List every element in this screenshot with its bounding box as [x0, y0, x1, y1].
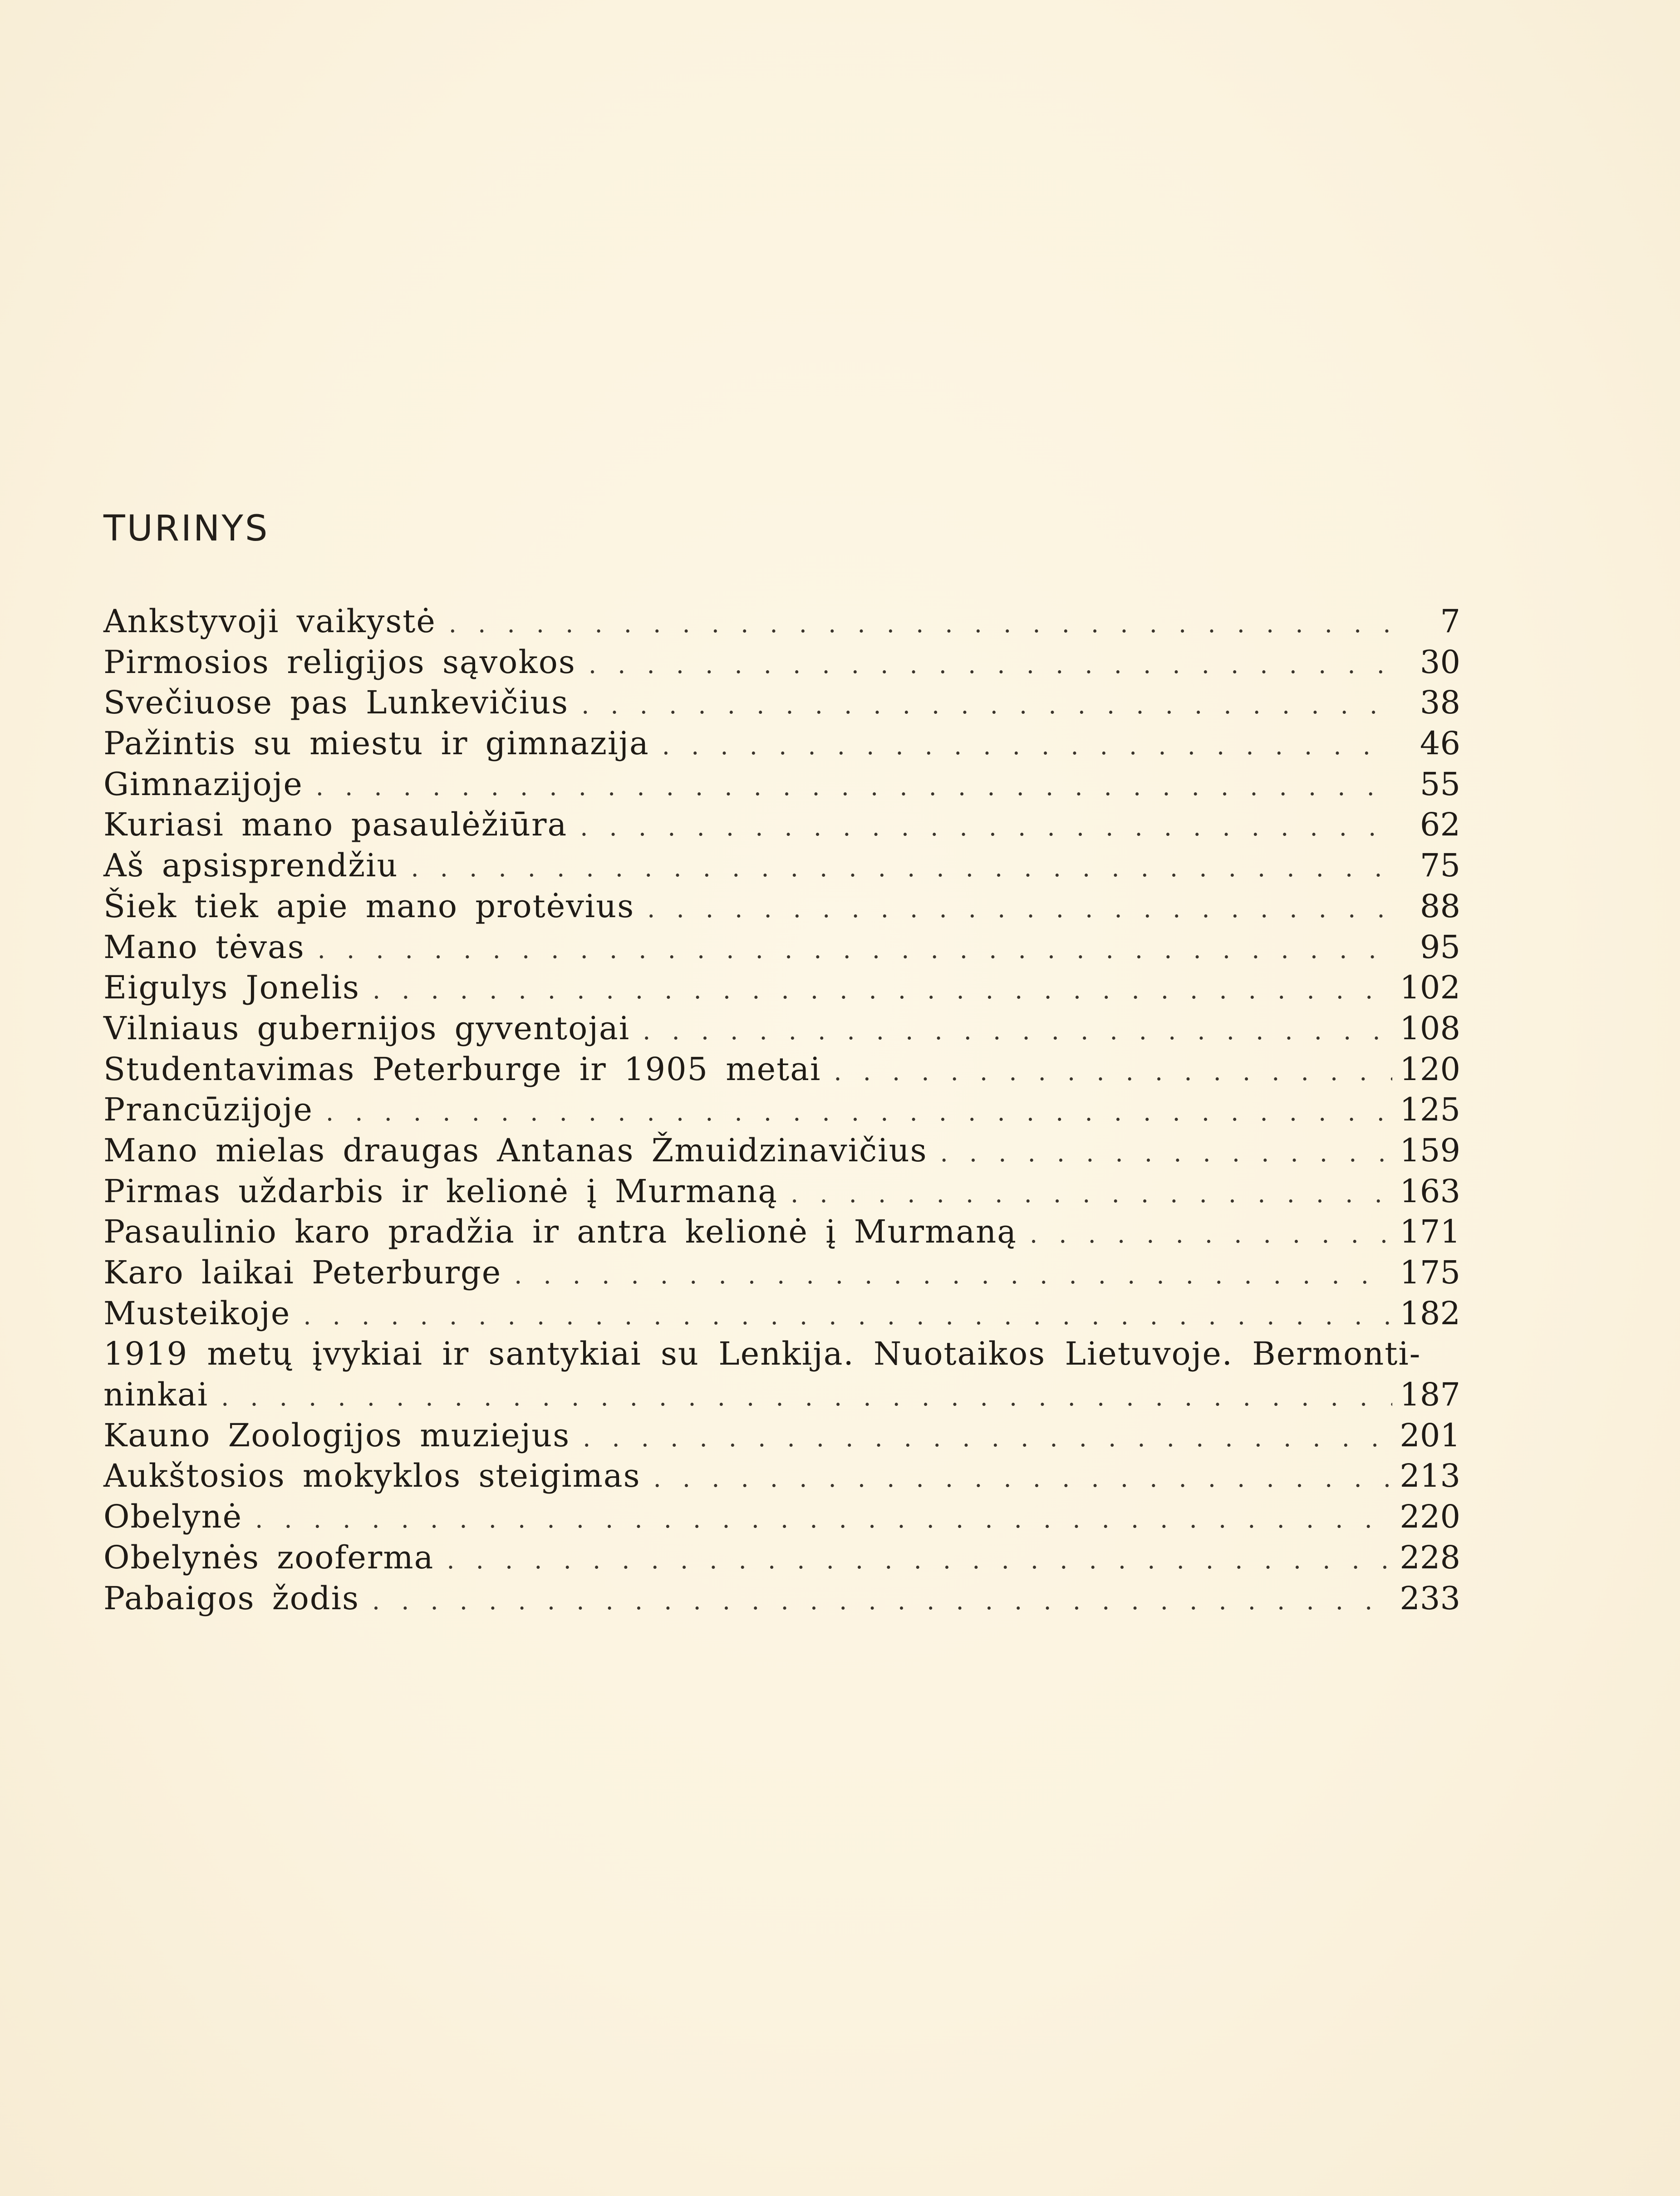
toc-entry-page: 62: [1420, 806, 1460, 844]
toc-entry-page: 233: [1400, 1579, 1460, 1617]
dot-leader: [589, 644, 1392, 685]
toc-entry-label: Pirmas uždarbis ir kelionė į Murmaną: [103, 1172, 778, 1210]
toc-entry: [103, 642, 1460, 683]
toc-entry: [103, 1497, 1460, 1538]
toc-entry: [103, 1456, 1460, 1497]
dot-leader: [316, 766, 1392, 807]
dot-leader: [580, 807, 1392, 848]
toc-entry-page: 75: [1420, 847, 1460, 884]
toc-entry-page: 88: [1420, 887, 1460, 925]
toc-entry: [103, 1212, 1460, 1253]
toc-entry-label: Obelynė: [103, 1498, 243, 1536]
dot-leader: [514, 1255, 1392, 1296]
toc-entry-label: Gimnazijoje: [103, 765, 303, 803]
toc-entry-label: Studentavimas Peterburge ir 1905 metai: [103, 1050, 821, 1088]
toc-entry: [103, 601, 1460, 642]
toc-entry-label: Mano mielas draugas Antanas Žmuidzinavičius: [103, 1131, 928, 1169]
dot-leader: [643, 1011, 1392, 1051]
dot-leader: [647, 889, 1392, 929]
dot-leader: [662, 726, 1392, 766]
toc-entry-label: Vilniaus gubernijos gyventojai: [103, 1009, 630, 1047]
dot-leader: [653, 1458, 1392, 1499]
toc-entry-page: 7: [1440, 603, 1460, 640]
toc-entry-page: 102: [1400, 969, 1460, 1007]
toc-entry-label: Mano tėvas: [103, 928, 305, 966]
toc-entry-label: Pažintis su miestu ir gimnazija: [103, 725, 649, 762]
toc-entry: [103, 1578, 1460, 1619]
dot-leader: [255, 1499, 1392, 1540]
toc-entry-page: 163: [1400, 1172, 1460, 1210]
toc-entry-label: Kuriasi mano pasaulėžiūra: [103, 806, 568, 844]
toc-entry: [103, 1090, 1460, 1130]
toc-entry-label: Aš apsisprendžiu: [103, 847, 398, 884]
dot-leader: [411, 848, 1392, 889]
toc-entry-label: Prancūzijoje: [103, 1091, 313, 1129]
toc-entry: [103, 968, 1460, 1008]
toc-entry: [103, 1538, 1460, 1578]
toc-entry-page: 220: [1400, 1498, 1460, 1536]
toc-entry-label: Aukštosios mokyklos steigimas: [103, 1457, 641, 1495]
dot-leader: [373, 970, 1392, 1011]
toc-entry: [103, 1253, 1460, 1293]
toc-entry-label: Obelynės zooferma: [103, 1538, 434, 1576]
dot-leader: [449, 604, 1392, 644]
dot-leader: [581, 685, 1392, 726]
toc-entry-page: 108: [1400, 1009, 1460, 1047]
dot-leader: [940, 1133, 1392, 1174]
toc-entry-page: 120: [1400, 1050, 1460, 1088]
toc-entry-label-line1: 1919 metų įvykiai ir santykiai su Lenkija. Nuotaikos Lietuvoje. Bermonti-: [103, 1335, 1421, 1373]
toc-entry: [103, 723, 1460, 764]
toc-entry-page: 182: [1400, 1294, 1460, 1332]
toc-entry-label: Svečiuose pas Lunkevičius: [103, 684, 569, 722]
toc-entry-label: Kauno Zoologijos muziejus: [103, 1416, 570, 1454]
toc-entry: [103, 845, 1460, 886]
table-of-contents: [103, 601, 1460, 1619]
toc-entry-label: Eigulys Jonelis: [103, 969, 360, 1007]
toc-entry: [103, 886, 1460, 927]
toc-entry: [103, 764, 1460, 805]
dot-leader: [1030, 1214, 1392, 1255]
dot-leader: [318, 929, 1392, 970]
toc-entry: [103, 927, 1460, 968]
toc-entry-page: 175: [1400, 1254, 1460, 1291]
toc-entry: [103, 1171, 1460, 1212]
toc-entry-label: Karo laikai Peterburge: [103, 1254, 502, 1291]
toc-entry: [103, 1049, 1460, 1090]
toc-entry: [103, 1375, 1460, 1415]
toc-entry-label: Musteikoje: [103, 1294, 291, 1332]
toc-entry: [103, 1008, 1460, 1049]
toc-entry-page: 55: [1420, 765, 1460, 803]
toc-entry-label: Ankstyvoji vaikystė: [103, 603, 436, 640]
toc-entry-label: Pasaulinio karo pradžia ir antra kelionė į Murmaną: [103, 1213, 1017, 1251]
toc-entry-page: 187: [1400, 1376, 1460, 1414]
toc-entry-page: 38: [1420, 684, 1460, 722]
toc-entry: [103, 805, 1460, 845]
toc-entry: [103, 1293, 1460, 1334]
toc-entry-page: 171: [1400, 1213, 1460, 1251]
toc-entry-label: Pirmosios religijos sąvokos: [103, 643, 576, 681]
toc-entry: [103, 683, 1460, 723]
dot-leader: [326, 1092, 1392, 1133]
dot-leader: [834, 1051, 1392, 1092]
dot-leader: [583, 1418, 1392, 1459]
toc-entry: [103, 1130, 1460, 1171]
toc-entry-label: ninkai: [103, 1376, 209, 1414]
dot-leader: [447, 1540, 1392, 1581]
dot-leader: [791, 1174, 1392, 1214]
toc-entry-label: Pabaigos žodis: [103, 1579, 359, 1617]
dot-leader: [221, 1377, 1392, 1418]
toc-entry-page: 159: [1400, 1131, 1460, 1169]
toc-entry-page: 95: [1420, 928, 1460, 966]
toc-entry-page: 213: [1400, 1457, 1460, 1495]
toc-entry-page: 30: [1420, 643, 1460, 681]
toc-entry-first-line: [103, 1334, 1460, 1375]
toc-entry: [103, 1415, 1460, 1456]
toc-entry-page: 46: [1420, 725, 1460, 762]
dot-leader: [303, 1296, 1392, 1336]
toc-entry-page: 125: [1400, 1091, 1460, 1129]
toc-entry-page: 228: [1400, 1538, 1460, 1576]
toc-title: TURINYS: [103, 508, 270, 549]
toc-entry-label: Šiek tiek apie mano protėvius: [103, 887, 635, 925]
dot-leader: [372, 1581, 1392, 1621]
toc-entry-page: 201: [1400, 1416, 1460, 1454]
